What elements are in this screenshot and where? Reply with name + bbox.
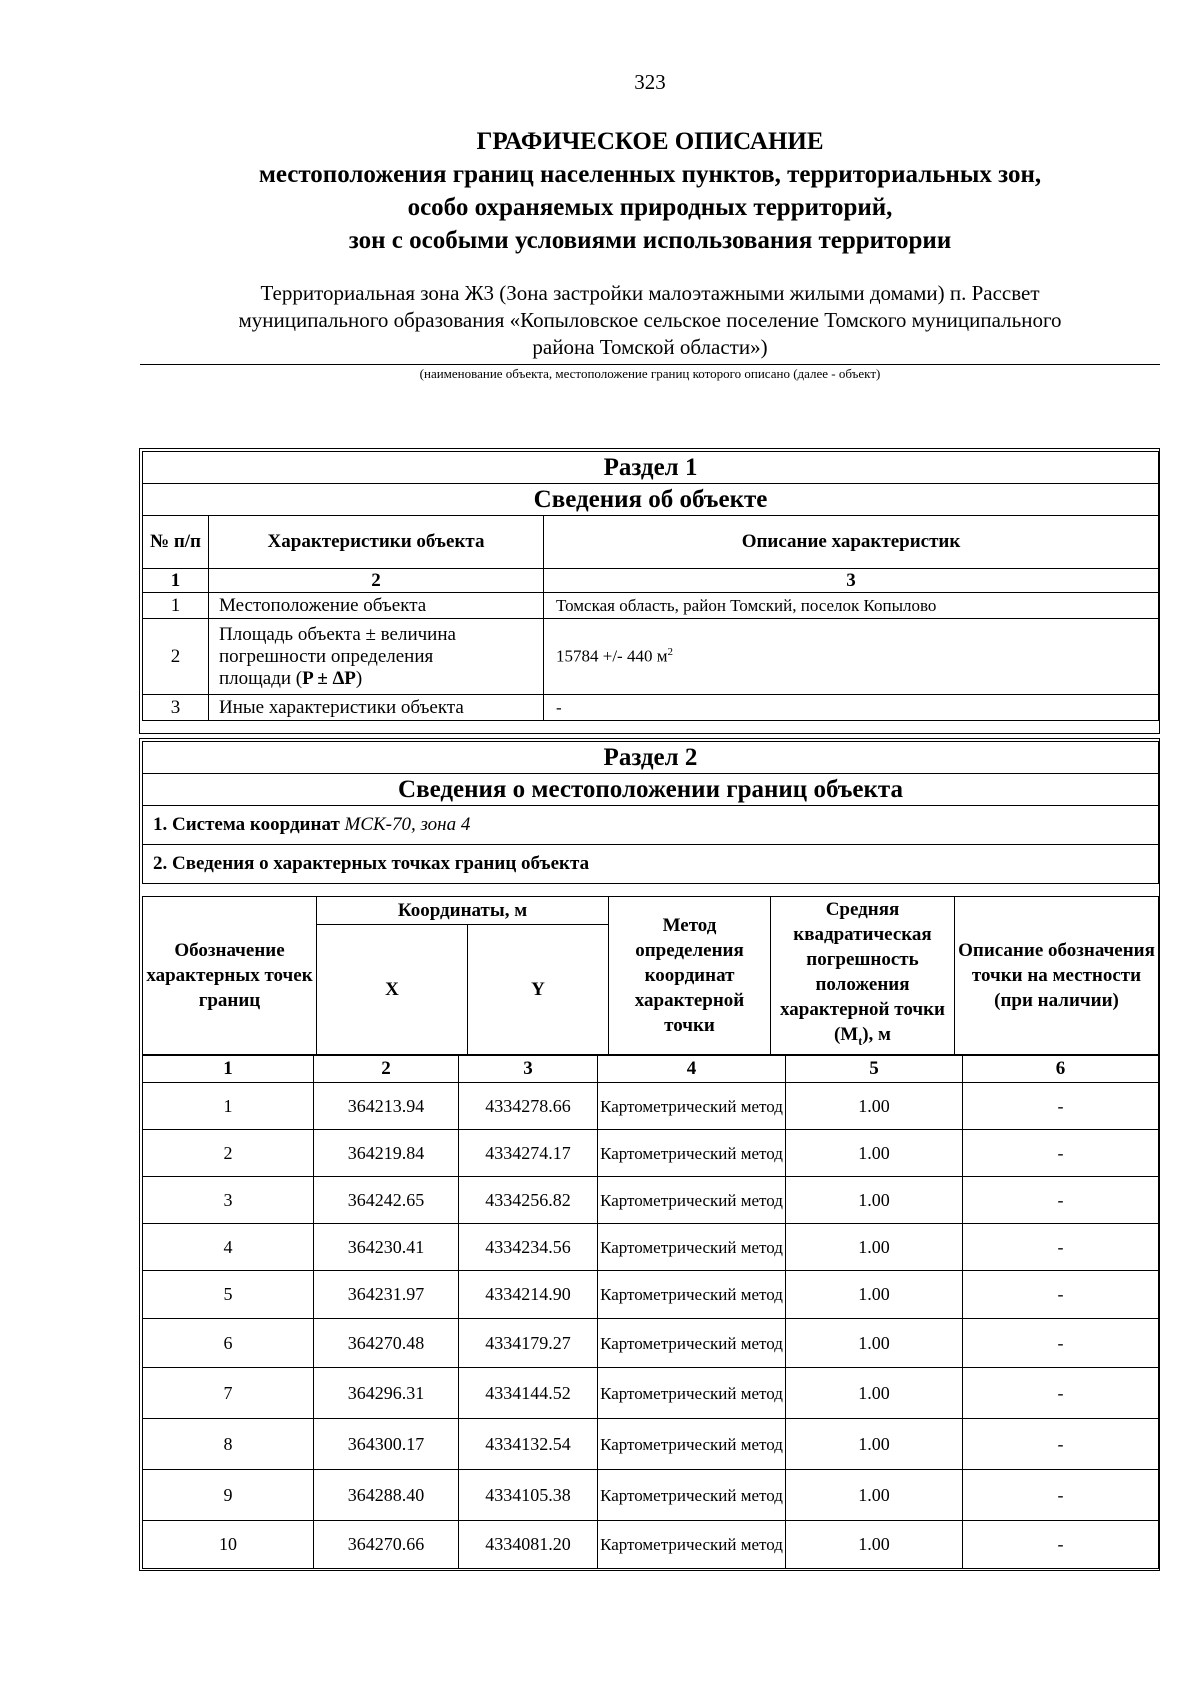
point-y: 4334105.38 xyxy=(459,1470,598,1521)
point-error: 1.00 xyxy=(786,1470,963,1521)
title-line: зон с особыми условиями использования территории xyxy=(348,227,952,254)
coord-system xyxy=(143,806,1159,845)
header-characteristics: Характеристики объекта xyxy=(209,516,544,569)
point-x: 364270.66 xyxy=(314,1521,459,1569)
point-method: Картометрический метод xyxy=(598,1177,786,1224)
point-y: 4334278.66 xyxy=(459,1083,598,1130)
area-formula: P ± ∆P xyxy=(302,667,356,689)
point-x: 364213.94 xyxy=(314,1083,459,1130)
object-caption: (наименование объекта, местоположение границ которого описано (далее - объект) xyxy=(419,366,881,381)
point-description: - xyxy=(963,1271,1159,1319)
section2-subtitle: Сведения о местоположении границ объекта xyxy=(143,774,1159,806)
point-y: 4334234.56 xyxy=(459,1224,598,1271)
column-number: 2 xyxy=(314,1056,459,1083)
row-name-line: погрешности определения xyxy=(219,645,434,667)
table-row xyxy=(143,1470,1159,1521)
point-description: - xyxy=(963,1470,1159,1521)
point-error: 1.00 xyxy=(786,1271,963,1319)
point-number: 2 xyxy=(143,1130,314,1177)
table-row xyxy=(143,619,1159,695)
point-number: 7 xyxy=(143,1368,314,1419)
point-error: 1.00 xyxy=(786,1521,963,1569)
page-number: 323 xyxy=(634,70,666,94)
row-value: - xyxy=(544,695,1159,721)
header-error-text: Средняя квадратическая погрешность положения характерной точки (M xyxy=(780,899,945,1045)
header-x: X xyxy=(317,924,468,1054)
header-error-text: ), м xyxy=(862,1024,892,1045)
point-y: 4334081.20 xyxy=(459,1521,598,1569)
header-description: Описание характеристик xyxy=(544,516,1159,569)
area-value: 15784 +/- 440 м xyxy=(556,646,668,666)
row-name-text: площади ( xyxy=(219,667,303,689)
point-y: 4334256.82 xyxy=(459,1177,598,1224)
column-number: 3 xyxy=(459,1056,598,1083)
points-table xyxy=(142,1055,1159,1569)
section1-table xyxy=(142,451,1159,721)
point-method: Картометрический метод xyxy=(598,1368,786,1419)
coord-system-value: МСК-70, зона 4 xyxy=(344,814,471,835)
object-name xyxy=(140,280,1160,361)
point-x: 364230.41 xyxy=(314,1224,459,1271)
point-y: 4334132.54 xyxy=(459,1419,598,1470)
column-number: 6 xyxy=(963,1056,1159,1083)
points-header-table xyxy=(142,896,1159,1055)
point-x: 364300.17 xyxy=(314,1419,459,1470)
row-name-line: Площадь объекта ± величина xyxy=(219,623,456,645)
point-number: 8 xyxy=(143,1419,314,1470)
point-number: 9 xyxy=(143,1470,314,1521)
table-row xyxy=(143,1224,1159,1271)
section1-title: Раздел 1 xyxy=(143,452,1159,484)
table-row xyxy=(143,1177,1159,1224)
document-title xyxy=(0,125,1200,257)
point-y: 4334274.17 xyxy=(459,1130,598,1177)
title-line: местоположения границ населенных пунктов, территориальных зон, xyxy=(258,161,1042,188)
row-name-text: ) xyxy=(355,667,363,689)
point-x: 364288.40 xyxy=(314,1470,459,1521)
column-number: 1 xyxy=(143,1056,314,1083)
table-row xyxy=(143,1419,1159,1470)
point-number: 10 xyxy=(143,1521,314,1569)
table-row xyxy=(143,695,1159,721)
table-row xyxy=(143,1319,1159,1368)
section2-title: Раздел 2 xyxy=(143,742,1159,774)
point-method: Картометрический метод xyxy=(598,1083,786,1130)
point-x: 364219.84 xyxy=(314,1130,459,1177)
row-value: Томская область, район Томский, поселок Копылово xyxy=(544,593,1159,619)
table-row xyxy=(143,1271,1159,1319)
table-row xyxy=(143,593,1159,619)
point-method: Картометрический метод xyxy=(598,1521,786,1569)
point-error: 1.00 xyxy=(786,1083,963,1130)
point-x: 364296.31 xyxy=(314,1368,459,1419)
column-number: 2 xyxy=(209,569,544,593)
point-y: 4334179.27 xyxy=(459,1319,598,1368)
point-method: Картометрический метод xyxy=(598,1319,786,1368)
point-description: - xyxy=(963,1419,1159,1470)
section1-subtitle: Сведения об объекте xyxy=(143,484,1159,516)
point-method: Картометрический метод xyxy=(598,1419,786,1470)
point-method: Картометрический метод xyxy=(598,1130,786,1177)
point-description: - xyxy=(963,1224,1159,1271)
header-point-description: Описание обозначения точки на местности (при наличии) xyxy=(955,897,1159,1055)
point-method: Картометрический метод xyxy=(598,1470,786,1521)
points-label xyxy=(143,845,1159,884)
point-x: 364270.48 xyxy=(314,1319,459,1368)
point-method: Картометрический метод xyxy=(598,1224,786,1271)
table-row xyxy=(143,1521,1159,1569)
header-error xyxy=(771,897,955,1055)
column-number: 5 xyxy=(786,1056,963,1083)
point-number: 5 xyxy=(143,1271,314,1319)
point-number: 6 xyxy=(143,1319,314,1368)
title-line: особо охраняемых природных территорий, xyxy=(407,194,893,221)
object-name-line: района Томской области») xyxy=(532,335,768,359)
point-number: 1 xyxy=(143,1083,314,1130)
column-number: 1 xyxy=(143,569,209,593)
object-name-line: муниципального образования «Копыловское сельское поселение Томского муниципального xyxy=(238,308,1062,332)
row-number: 2 xyxy=(143,619,209,695)
row-number: 1 xyxy=(143,593,209,619)
point-x: 364231.97 xyxy=(314,1271,459,1319)
object-underline xyxy=(140,364,1160,365)
point-x: 364242.65 xyxy=(314,1177,459,1224)
point-description: - xyxy=(963,1368,1159,1419)
point-y: 4334214.90 xyxy=(459,1271,598,1319)
point-error: 1.00 xyxy=(786,1419,963,1470)
row-name: Местоположение объекта xyxy=(209,593,544,619)
header-method: Метод определения координат характерной точки xyxy=(609,897,771,1055)
row-name: Иные характеристики объекта xyxy=(209,695,544,721)
point-description: - xyxy=(963,1130,1159,1177)
table-row xyxy=(143,1083,1159,1130)
area-unit-power: 2 xyxy=(667,646,673,658)
point-error: 1.00 xyxy=(786,1224,963,1271)
header-coordinates: Координаты, м xyxy=(317,897,609,925)
point-error: 1.00 xyxy=(786,1319,963,1368)
header-designation: Обозначение характерных точек границ xyxy=(143,897,317,1055)
point-error: 1.00 xyxy=(786,1368,963,1419)
section2-table xyxy=(142,741,1159,884)
coord-system-label: 1. Система координат xyxy=(153,814,340,835)
point-number: 4 xyxy=(143,1224,314,1271)
point-y: 4334144.52 xyxy=(459,1368,598,1419)
header-y: Y xyxy=(468,924,609,1054)
point-number: 3 xyxy=(143,1177,314,1224)
title-line: ГРАФИЧЕСКОЕ ОПИСАНИЕ xyxy=(476,128,824,155)
point-error: 1.00 xyxy=(786,1130,963,1177)
column-number: 4 xyxy=(598,1056,786,1083)
row-name-line xyxy=(219,668,543,690)
point-description: - xyxy=(963,1319,1159,1368)
point-method: Картометрический метод xyxy=(598,1271,786,1319)
header-number: № п/п xyxy=(143,516,209,569)
header-error-sub: t xyxy=(858,1033,863,1048)
table-row xyxy=(143,1368,1159,1419)
point-error: 1.00 xyxy=(786,1177,963,1224)
point-description: - xyxy=(963,1521,1159,1569)
column-number: 3 xyxy=(544,569,1159,593)
point-description: - xyxy=(963,1177,1159,1224)
points-label-text: 2. Сведения о характерных точках границ объекта xyxy=(153,853,590,874)
row-number: 3 xyxy=(143,695,209,721)
point-description: - xyxy=(963,1083,1159,1130)
table-row xyxy=(143,1130,1159,1177)
row-value xyxy=(544,619,1159,695)
row-name xyxy=(209,619,544,695)
object-name-line: Территориальная зона Ж3 (Зона застройки малоэтажными жилыми домами) п. Рассвет xyxy=(260,281,1040,305)
